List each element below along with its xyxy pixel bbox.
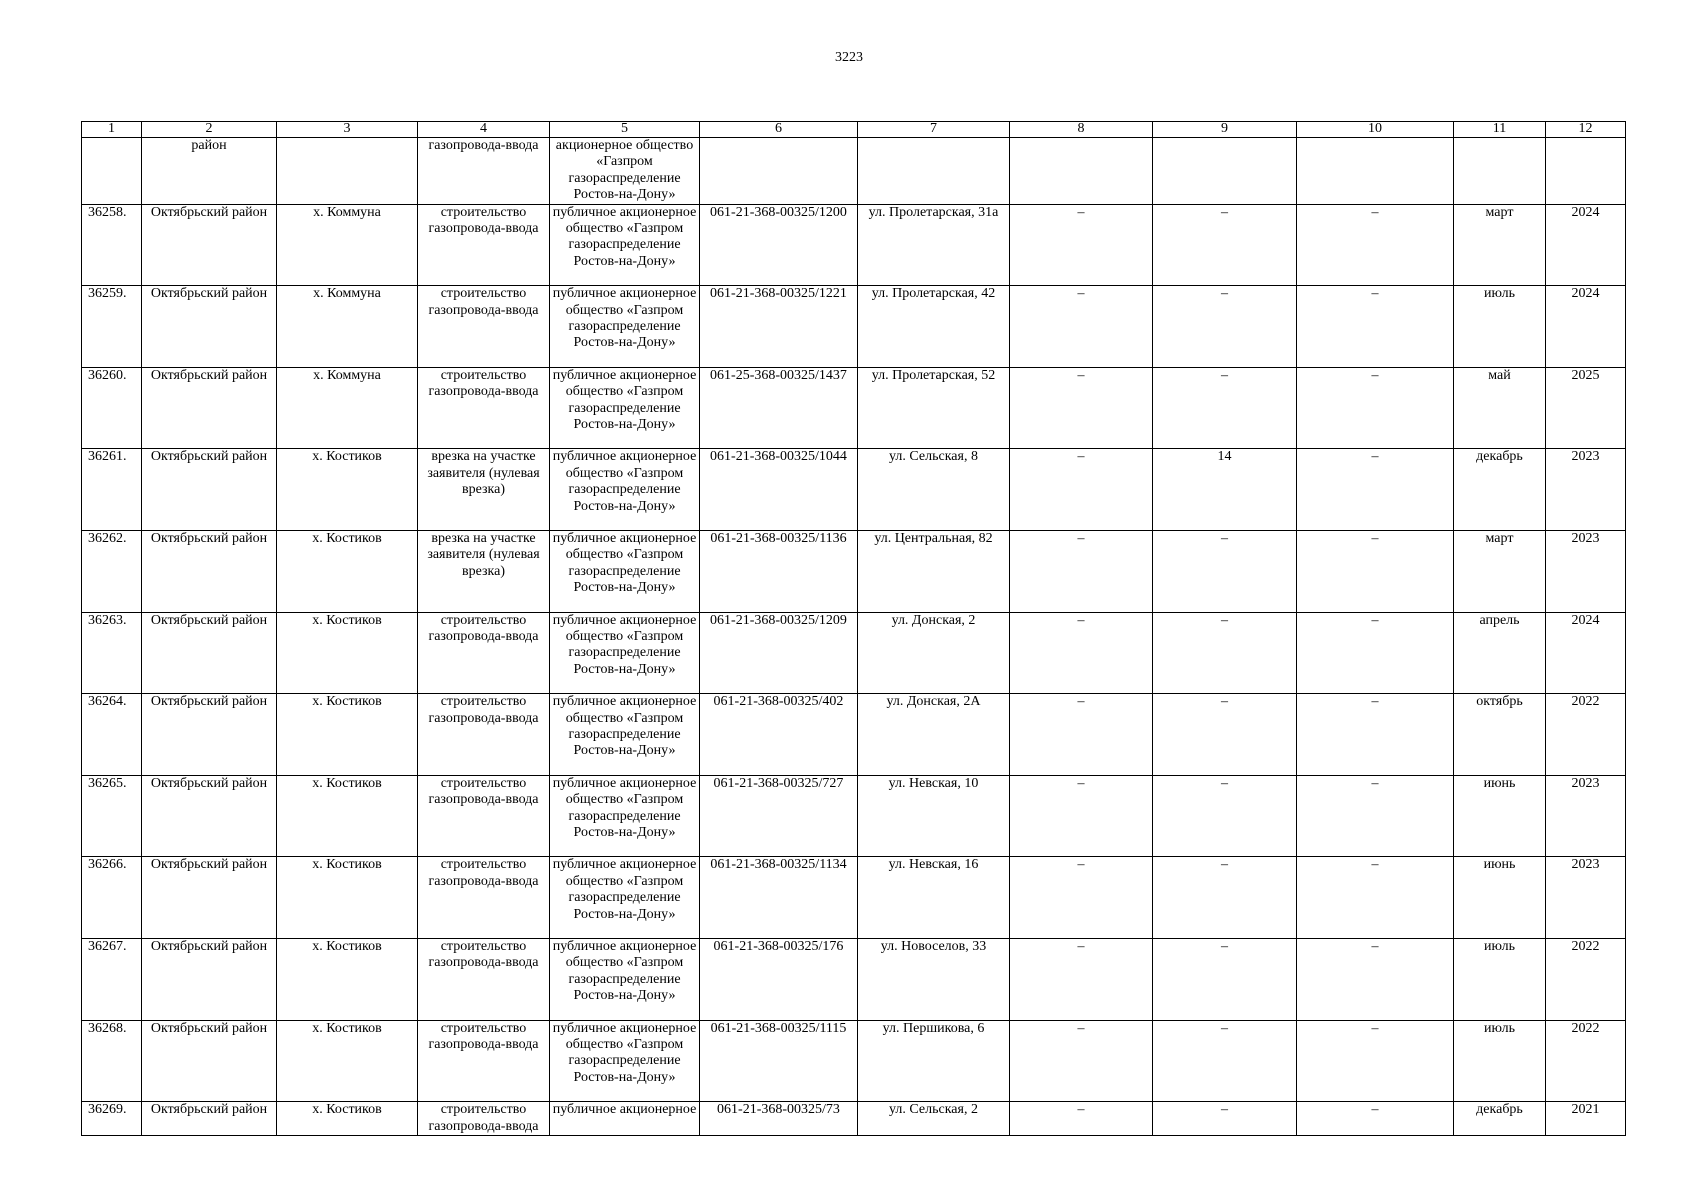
month-cell: апрель [1454,612,1546,694]
address-cell: ул. Сельская, 8 [858,449,1010,531]
district-cell: Октябрьский район [142,367,277,449]
column-10-cell: – [1297,286,1454,368]
locality-cell: х. Костиков [277,612,418,694]
work-type-cell: строительство газопровода-ввода [418,367,550,449]
work-type-cell: строительство газопровода-ввода [418,775,550,857]
column-number: 12 [1546,122,1626,138]
address-cell: ул. Донская, 2А [858,694,1010,776]
page-number: 3223 [835,50,863,65]
year-cell: 2023 [1546,531,1626,613]
registration-code-cell: 061-21-368-00325/1209 [700,612,858,694]
month-cell: июнь [1454,775,1546,857]
column-10-cell: – [1297,775,1454,857]
row-number-cell: 36258. [82,204,142,286]
address-cell: ул. Донская, 2 [858,612,1010,694]
row-number-cell: 36261. [82,449,142,531]
column-8-cell: – [1010,449,1153,531]
column-9-cell: 14 [1153,449,1297,531]
table-row [82,775,1626,857]
organization-cell: публичное акционерное общество «Газпром газораспределение Ростов-на-Дону» [550,367,700,449]
year-cell: 2021 [1546,1102,1626,1136]
column-9-cell: – [1153,1020,1297,1102]
locality-cell: х. Костиков [277,857,418,939]
registration-code-cell: 061-21-368-00325/1115 [700,1020,858,1102]
column-8-cell: – [1010,775,1153,857]
work-type-cell: строительство газопровода-ввода [418,286,550,368]
registration-code-cell [700,138,858,205]
locality-cell: х. Коммуна [277,286,418,368]
registration-code-cell: 061-21-368-00325/1136 [700,531,858,613]
district-cell: Октябрьский район [142,1102,277,1136]
registry-table [81,121,1626,1136]
column-8-cell: – [1010,1102,1153,1136]
month-cell: декабрь [1454,1102,1546,1136]
address-cell: ул. Центральная, 82 [858,531,1010,613]
registration-code-cell: 061-21-368-00325/176 [700,938,858,1020]
table-row [82,449,1626,531]
organization-cell: публичное акционерное [550,1102,700,1136]
column-number: 7 [858,122,1010,138]
locality-cell: х. Костиков [277,775,418,857]
column-8-cell [1010,138,1153,205]
registration-code-cell: 061-21-368-00325/402 [700,694,858,776]
column-10-cell: – [1297,204,1454,286]
year-cell: 2024 [1546,204,1626,286]
address-cell: ул. Пролетарская, 31а [858,204,1010,286]
column-number: 10 [1297,122,1454,138]
column-10-cell: – [1297,449,1454,531]
address-cell [858,138,1010,205]
column-8-cell: – [1010,367,1153,449]
work-type-cell: строительство газопровода-ввода [418,1020,550,1102]
year-cell: 2025 [1546,367,1626,449]
month-cell [1454,138,1546,205]
district-cell: Октябрьский район [142,694,277,776]
address-cell: ул. Сельская, 2 [858,1102,1010,1136]
address-cell: ул. Пролетарская, 42 [858,286,1010,368]
work-type-cell: строительство газопровода-ввода [418,857,550,939]
work-type-cell: газопровода-ввода [418,138,550,205]
column-number: 4 [418,122,550,138]
month-cell: июнь [1454,857,1546,939]
locality-cell: х. Костиков [277,938,418,1020]
column-9-cell: – [1153,286,1297,368]
row-number-cell: 36265. [82,775,142,857]
registration-code-cell: 061-21-368-00325/1134 [700,857,858,939]
column-9-cell: – [1153,1102,1297,1136]
year-cell: 2023 [1546,449,1626,531]
row-number-cell: 36259. [82,286,142,368]
year-cell [1546,138,1626,205]
column-9-cell: – [1153,694,1297,776]
month-cell: июль [1454,938,1546,1020]
row-number-cell: 36267. [82,938,142,1020]
table-row [82,1102,1626,1136]
locality-cell [277,138,418,205]
column-number: 3 [277,122,418,138]
year-cell: 2024 [1546,286,1626,368]
district-cell: Октябрьский район [142,449,277,531]
district-cell: Октябрьский район [142,531,277,613]
table-row [82,204,1626,286]
column-number: 2 [142,122,277,138]
district-cell: Октябрьский район [142,204,277,286]
table-row [82,367,1626,449]
table-row [82,938,1626,1020]
column-number: 5 [550,122,700,138]
column-9-cell: – [1153,531,1297,613]
month-cell: июль [1454,286,1546,368]
table-row [82,1020,1626,1102]
table-row [82,286,1626,368]
row-number-cell: 36260. [82,367,142,449]
column-8-cell: – [1010,286,1153,368]
table-row [82,138,1626,205]
column-8-cell: – [1010,857,1153,939]
column-10-cell: – [1297,857,1454,939]
column-8-cell: – [1010,938,1153,1020]
column-number: 9 [1153,122,1297,138]
month-cell: июль [1454,1020,1546,1102]
work-type-cell: врезка на участке заявителя (нулевая врезка) [418,449,550,531]
column-9-cell: – [1153,938,1297,1020]
organization-cell: публичное акционерное общество «Газпром газораспределение Ростов-на-Дону» [550,1020,700,1102]
registration-code-cell: 061-21-368-00325/73 [700,1102,858,1136]
table-row [82,694,1626,776]
table-row [82,531,1626,613]
address-cell: ул. Пролетарская, 52 [858,367,1010,449]
month-cell: май [1454,367,1546,449]
row-number-cell: 36269. [82,1102,142,1136]
column-10-cell: – [1297,938,1454,1020]
registration-code-cell: 061-21-368-00325/1044 [700,449,858,531]
column-8-cell: – [1010,531,1153,613]
work-type-cell: строительство газопровода-ввода [418,612,550,694]
work-type-cell: строительство газопровода-ввода [418,204,550,286]
column-9-cell [1153,138,1297,205]
work-type-cell: строительство газопровода-ввода [418,938,550,1020]
column-10-cell: – [1297,1102,1454,1136]
district-cell: Октябрьский район [142,938,277,1020]
row-number-cell: 36266. [82,857,142,939]
work-type-cell: строительство газопровода-ввода [418,694,550,776]
address-cell: ул. Новоселов, 33 [858,938,1010,1020]
column-number: 11 [1454,122,1546,138]
column-8-cell: – [1010,612,1153,694]
locality-cell: х. Коммуна [277,204,418,286]
column-10-cell: – [1297,612,1454,694]
locality-cell: х. Костиков [277,1102,418,1136]
locality-cell: х. Костиков [277,531,418,613]
column-10-cell: – [1297,1020,1454,1102]
organization-cell: публичное акционерное общество «Газпром газораспределение Ростов-на-Дону» [550,938,700,1020]
column-8-cell: – [1010,204,1153,286]
work-type-cell: строительство газопровода-ввода [418,1102,550,1136]
column-10-cell [1297,138,1454,205]
address-cell: ул. Невская, 16 [858,857,1010,939]
registration-code-cell: 061-21-368-00325/727 [700,775,858,857]
month-cell: октябрь [1454,694,1546,776]
district-cell: Октябрьский район [142,775,277,857]
month-cell: март [1454,531,1546,613]
column-number-row [82,122,1626,138]
year-cell: 2022 [1546,1020,1626,1102]
district-cell: Октябрьский район [142,857,277,939]
column-9-cell: – [1153,367,1297,449]
year-cell: 2023 [1546,775,1626,857]
locality-cell: х. Костиков [277,1020,418,1102]
column-10-cell: – [1297,531,1454,613]
column-9-cell: – [1153,204,1297,286]
month-cell: март [1454,204,1546,286]
year-cell: 2023 [1546,857,1626,939]
address-cell: ул. Першикова, 6 [858,1020,1010,1102]
year-cell: 2022 [1546,938,1626,1020]
column-9-cell: – [1153,612,1297,694]
district-cell: Октябрьский район [142,286,277,368]
table-row [82,857,1626,939]
registration-code-cell: 061-21-368-00325/1200 [700,204,858,286]
district-cell: Октябрьский район [142,612,277,694]
table-row [82,612,1626,694]
organization-cell: публичное акционерное общество «Газпром газораспределение Ростов-на-Дону» [550,204,700,286]
column-8-cell: – [1010,694,1153,776]
district-cell: Октябрьский район [142,1020,277,1102]
organization-cell: публичное акционерное общество «Газпром газораспределение Ростов-на-Дону» [550,694,700,776]
row-number-cell: 36262. [82,531,142,613]
column-number: 6 [700,122,858,138]
column-10-cell: – [1297,694,1454,776]
column-number: 1 [82,122,142,138]
locality-cell: х. Костиков [277,449,418,531]
work-type-cell: врезка на участке заявителя (нулевая врезка) [418,531,550,613]
district-cell: район [142,138,277,205]
column-number: 8 [1010,122,1153,138]
locality-cell: х. Коммуна [277,367,418,449]
organization-cell: публичное акционерное общество «Газпром газораспределение Ростов-на-Дону» [550,531,700,613]
column-8-cell: – [1010,1020,1153,1102]
registration-code-cell: 061-25-368-00325/1437 [700,367,858,449]
organization-cell: публичное акционерное общество «Газпром газораспределение Ростов-на-Дону» [550,612,700,694]
locality-cell: х. Костиков [277,694,418,776]
year-cell: 2022 [1546,694,1626,776]
organization-cell: публичное акционерное общество «Газпром газораспределение Ростов-на-Дону» [550,857,700,939]
organization-cell: публичное акционерное общество «Газпром газораспределение Ростов-на-Дону» [550,449,700,531]
column-9-cell: – [1153,775,1297,857]
organization-cell: публичное акционерное общество «Газпром газораспределение Ростов-на-Дону» [550,286,700,368]
row-number-cell: 36264. [82,694,142,776]
row-number-cell: 36268. [82,1020,142,1102]
organization-cell: публичное акционерное общество «Газпром газораспределение Ростов-на-Дону» [550,775,700,857]
year-cell: 2024 [1546,612,1626,694]
organization-cell: акционерное общество «Газпром газораспределение Ростов-на-Дону» [550,138,700,205]
address-cell: ул. Невская, 10 [858,775,1010,857]
row-number-cell: 36263. [82,612,142,694]
column-9-cell: – [1153,857,1297,939]
column-10-cell: – [1297,367,1454,449]
month-cell: декабрь [1454,449,1546,531]
row-number-cell [82,138,142,205]
registration-code-cell: 061-21-368-00325/1221 [700,286,858,368]
